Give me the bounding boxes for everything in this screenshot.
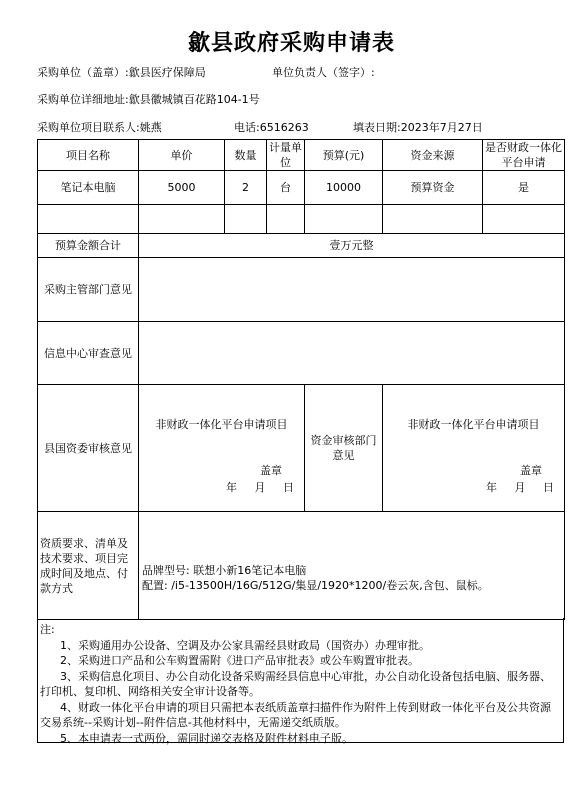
cell: 2 (225, 171, 267, 205)
info-center-label: 信息中心审查意见 (38, 322, 139, 385)
project-contact-label: 采购单位项目联系人: (37, 121, 140, 134)
fill-date-label: 填表日期: (353, 121, 401, 134)
table-row (38, 205, 565, 234)
cell: 是 (483, 171, 565, 205)
right-box-title: 非财政一体化平台申请项目 (407, 418, 540, 431)
fill-date-value: 2023年7月27日 (400, 121, 483, 134)
header-budget: 预算(元) (305, 140, 383, 171)
dept-opinion-row (38, 258, 565, 322)
total-value: 壹万元整 (139, 234, 565, 258)
unit-address-value: 歙县徽城镇百花路104-1号 (128, 93, 260, 106)
right-seal: 盖章 (520, 464, 542, 477)
form-title: 歙县政府采购申请表 (187, 30, 395, 56)
header-unit-price: 单价 (139, 140, 225, 171)
header-quantity: 数量 (225, 140, 267, 171)
unit-head-label: 单位负责人（签字）: (272, 66, 375, 79)
cell: 5000 (139, 171, 225, 205)
note-item: 4、财政一体化平台申请的项目只需把本表纸质盖章扫描件作为附件上传到财政一体化平台及公共资源交易系统--采购计划--附件信息-其他材料中，无需递交纸质版。 (40, 700, 551, 729)
review-row (38, 385, 565, 512)
cell: 10000 (305, 171, 383, 205)
purchasing-unit-label: 采购单位（盖章）: (37, 66, 129, 79)
requirements-config: 配置: /i5-13500H/16G/512G/集显/1920*1200/卷云灰,含包、鼠标。 (142, 579, 489, 592)
note-item: 2、采购进口产品和公车购置需附《进口产品审批表》或公车购置审批表。 (60, 654, 419, 667)
purchasing-unit (37, 64, 206, 80)
total-label: 预算金额合计 (38, 234, 139, 258)
requirements-model: 品牌型号: 联想小新16笔记本电脑 (142, 564, 307, 577)
phone (234, 119, 309, 135)
left-date: 年 月 日 (226, 481, 294, 494)
fill-date (353, 119, 483, 135)
dept-opinion-field (139, 258, 565, 322)
sasac-label: 县国资委审核意见 (38, 385, 139, 512)
total-row (38, 234, 565, 258)
cell (225, 205, 267, 234)
unit-address-label: 采购单位详细地址: (37, 93, 129, 106)
cell (38, 205, 139, 234)
cell (305, 205, 383, 234)
sasac-field (139, 385, 305, 512)
project-contact (37, 119, 162, 135)
notes-heading: 注: (40, 623, 55, 636)
cell (383, 205, 483, 234)
header-fund-source: 资金来源 (383, 140, 483, 171)
info-center-field (139, 322, 565, 385)
dept-opinion-label: 采购主管部门意见 (38, 258, 139, 322)
phone-value: 6516263 (259, 121, 309, 134)
cell (139, 205, 225, 234)
phone-label: 电话: (234, 121, 260, 134)
table-row (38, 171, 565, 205)
header-measure-unit: 计量单位 (267, 140, 305, 171)
requirements-content (139, 512, 565, 620)
right-date: 年 月 日 (486, 481, 554, 494)
requirements-label: 资质要求、清单及技术要求、项目完成时间及地点、付款方式 (38, 512, 139, 620)
header-item-name: 项目名称 (38, 140, 139, 171)
left-box-title: 非财政一体化平台申请项目 (155, 418, 288, 431)
cell (483, 205, 565, 234)
project-contact-value: 姚燕 (139, 121, 162, 134)
cell: 笔记本电脑 (38, 171, 139, 205)
left-seal: 盖章 (260, 464, 282, 477)
note-item: 5、本申请表一式两份，需同时递交表格及附件材料电子版。 (60, 731, 353, 745)
unit-address (37, 91, 260, 107)
note-item: 3、采购信息化项目、办公自动化设备采购需经县信息中心审批，办公自动化设备包括电脑、服务器、打印机、复印机、网络相关安全审计设备等。 (40, 669, 551, 698)
procurement-table (37, 139, 565, 620)
cell: 台 (267, 171, 305, 205)
cell (267, 205, 305, 234)
purchasing-unit-value: 歙县医疗保障局 (128, 66, 206, 79)
funds-review-field (383, 385, 565, 512)
notes-section (37, 618, 564, 743)
funds-review-label: 资金审核部门意见 (305, 385, 383, 512)
header-platform: 是否财政一体化平台申请 (483, 140, 565, 171)
table-header-row (38, 140, 565, 171)
cell: 预算资金 (383, 171, 483, 205)
requirements-row (38, 512, 565, 620)
info-center-row (38, 322, 565, 385)
note-item: 1、采购通用办公设备、空调及办公家具需经县财政局（国资办）办理审批。 (60, 638, 430, 652)
